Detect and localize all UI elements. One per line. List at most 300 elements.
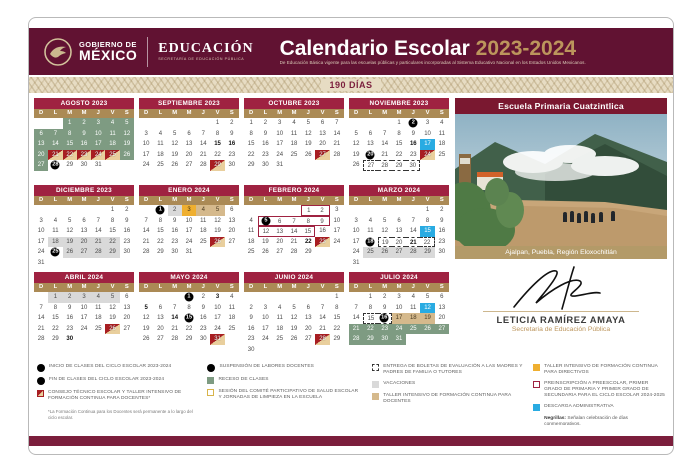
day-cell: 10	[276, 130, 284, 137]
day-cell: 8	[110, 217, 115, 224]
weekday-row: D L M M J V S	[349, 196, 449, 205]
signature-icon	[496, 265, 626, 311]
empty-cell	[363, 205, 377, 216]
days-grid	[139, 205, 239, 258]
empty-cell	[168, 292, 182, 303]
empty-cell	[48, 118, 62, 129]
empty-cell	[349, 292, 363, 303]
day-cell: 1	[368, 294, 373, 300]
square-outline-gold-icon	[207, 389, 214, 396]
legend-item	[533, 404, 665, 411]
day-cell: 19	[352, 151, 360, 158]
day-cell: 18	[228, 315, 236, 321]
day-cell: 8	[425, 217, 430, 224]
empty-cell	[196, 118, 210, 129]
day-cell: 11	[228, 304, 235, 311]
day-cell: 27	[435, 324, 449, 335]
day-cell: 5	[120, 118, 134, 129]
cte-icon	[37, 390, 44, 397]
square-dashed-icon	[372, 364, 379, 371]
legend-item	[207, 364, 362, 372]
days-count-label: 190 DÍAS	[321, 79, 380, 91]
day-cell: 19	[214, 228, 221, 234]
month-septiembre-2023	[139, 98, 239, 182]
month-title: JUNIO 2024	[244, 272, 344, 283]
day-cell: 16	[123, 228, 131, 234]
day-cell: 21	[171, 325, 179, 332]
suspension-day-marker: 20	[367, 151, 374, 158]
suspension-day-marker: 28	[52, 161, 59, 168]
day-cell: 24	[276, 151, 284, 158]
day-cell: 11	[105, 129, 119, 140]
month-title: ENERO 2024	[139, 185, 239, 196]
day-cell: 23	[77, 150, 91, 161]
day-cell: 14	[199, 141, 207, 147]
weekday-row: D L M M J V S	[34, 283, 134, 292]
day-cell: 27	[123, 325, 131, 332]
day-cell: 9	[68, 304, 72, 311]
day-cell: 25	[228, 325, 236, 332]
legend-label: ENTREGA DE BOLETAS DE EVALUACIÓN A LAS MADRES Y PADRES DE FAMILIA O TUTORES	[383, 364, 523, 375]
day-cell: 18	[157, 151, 164, 158]
legend-item	[533, 364, 665, 376]
day-cell: 29	[210, 160, 224, 171]
day-cell: 20	[123, 315, 131, 321]
day-cell: 21	[349, 324, 363, 335]
day-cell: 14	[319, 315, 326, 321]
day-cell: 6	[82, 217, 86, 224]
day-cell: 19	[420, 313, 434, 324]
poster-subtitle: De Educación Básica vigente para las escuelas públicas y particulares incorporadas al Sistema Educativo Nacional en los Estados Unidos Mexicanos.	[279, 59, 586, 65]
days-grid	[244, 292, 344, 355]
day-cell: 21	[406, 237, 420, 248]
day-cell: 12	[304, 130, 312, 137]
empty-cell	[258, 205, 272, 216]
day-cell: 11	[248, 228, 255, 234]
day-cell: 2	[230, 120, 234, 126]
empty-cell	[91, 205, 105, 216]
day-cell: 29	[185, 336, 193, 342]
day-cell: 24	[185, 238, 193, 245]
suspension-day-marker: 25	[52, 248, 59, 255]
day-cell: 25	[363, 247, 377, 258]
day-cell: 24	[37, 249, 45, 255]
day-cell	[48, 247, 62, 258]
empty-cell	[48, 205, 62, 216]
legend	[29, 356, 673, 432]
day-cell: 27	[392, 247, 406, 258]
day-cell: 3	[263, 304, 268, 311]
day-cell: 14	[142, 228, 150, 234]
day-cell: 11	[276, 315, 283, 321]
day-cell: 4	[196, 205, 210, 216]
day-cell	[182, 292, 196, 303]
day-cell: 23	[247, 336, 255, 342]
day-cell: 8	[215, 130, 220, 137]
empty-cell	[273, 205, 287, 216]
empty-cell	[273, 292, 287, 303]
day-cell: 13	[123, 304, 131, 311]
day-cell: 11	[438, 130, 445, 137]
days-grid	[34, 118, 134, 171]
day-cell: 17	[420, 139, 434, 150]
day-cell: 23	[409, 151, 417, 158]
square-yellow-icon	[533, 364, 540, 371]
day-cell: 6	[187, 130, 191, 137]
day-cell: 13	[319, 130, 326, 137]
day-cell: 22	[157, 238, 164, 245]
day-cell: 8	[301, 216, 315, 227]
month-agosto-2023	[34, 98, 134, 182]
day-cell: 6	[230, 207, 234, 213]
empty-cell	[168, 118, 182, 129]
day-cell: 4	[105, 118, 119, 129]
day-cell: 7	[287, 216, 301, 227]
day-cell: 6	[158, 304, 163, 311]
legend-item	[37, 377, 197, 385]
day-cell: 11	[410, 304, 417, 311]
day-cell: 29	[333, 336, 341, 342]
day-cell: 3	[278, 120, 282, 126]
day-cell: 10	[333, 217, 341, 224]
day-cell: 31	[185, 249, 193, 255]
day-cell: 10	[91, 129, 105, 140]
day-cell: 20	[276, 238, 284, 245]
day-cell: 29	[392, 160, 406, 171]
day-cell: 28	[91, 247, 105, 258]
day-cell: 22	[52, 325, 59, 332]
legend-column-4	[533, 364, 665, 432]
day-cell: 22	[333, 325, 341, 332]
day-cell: 19	[304, 141, 312, 147]
day-cell: 22	[214, 151, 221, 158]
day-cell: 12	[171, 141, 179, 147]
day-cell: 10	[37, 228, 45, 234]
day-cell: 10	[142, 141, 150, 147]
day-cell: 14	[409, 228, 417, 234]
day-cell: 23	[228, 151, 236, 158]
day-cell: 1	[397, 120, 401, 126]
school-location: Ajalpan, Puebla, Región Eloxochitlán	[455, 246, 667, 259]
day-cell: 8	[397, 130, 401, 137]
day-cell: 8	[53, 304, 58, 311]
day-cell: 4	[440, 120, 444, 126]
day-cell: 11	[290, 130, 298, 137]
day-cell: 27	[185, 162, 193, 168]
month-julio-2024	[349, 272, 449, 356]
empty-cell	[34, 292, 48, 303]
month-title: MAYO 2024	[139, 272, 239, 283]
day-cell: 12	[109, 304, 116, 311]
day-cell: 3	[182, 205, 196, 216]
day-cell: 6	[306, 304, 310, 311]
square-gray-icon	[372, 381, 379, 388]
day-cell: 25	[199, 238, 207, 245]
day-cell: 9	[125, 217, 129, 224]
day-cell: 23	[123, 238, 131, 245]
legend-column-1	[37, 364, 197, 432]
day-cell: 22	[247, 151, 255, 158]
days-grid	[349, 118, 449, 171]
day-cell: 28	[378, 160, 392, 171]
legend-label: TALLER INTENSIVO DE FORMACIÓN CONTINUA PARA DOCENTES	[383, 392, 512, 404]
day-cell: 12	[66, 228, 74, 234]
day-cell: 9	[249, 315, 253, 321]
day-cell: 20	[438, 315, 446, 321]
empty-cell	[406, 205, 420, 216]
day-cell: 2	[440, 207, 444, 213]
day-cell: 1	[425, 207, 430, 213]
day-cell: 9	[77, 129, 91, 140]
empty-cell	[139, 205, 153, 216]
day-cell: 19	[120, 139, 134, 150]
day-cell: 16	[319, 228, 326, 234]
day-cell	[48, 160, 62, 171]
empty-cell	[392, 205, 406, 216]
day-cell: 18	[48, 237, 62, 248]
day-cell: 21	[333, 141, 341, 147]
day-cell: 10	[424, 130, 431, 137]
day-cell: 10	[214, 304, 221, 311]
eagle-emblem-icon	[43, 37, 73, 67]
day-cell: 7	[96, 217, 100, 224]
day-cell: 3	[425, 120, 430, 126]
day-cell: 18	[276, 325, 284, 332]
suspension-day-marker: 18	[367, 238, 374, 245]
day-cell: 2	[249, 304, 253, 311]
day-cell: 29	[247, 162, 255, 168]
day-cell: 23	[262, 151, 269, 158]
bottom-accent-bar	[29, 436, 673, 446]
day-cell: 7	[48, 129, 62, 140]
day-cell: 13	[395, 228, 403, 234]
day-cell: 16	[66, 315, 74, 321]
day-cell: 24	[80, 325, 88, 332]
day-cell: 21	[37, 325, 45, 332]
school-cycle: 2023-2024	[475, 36, 577, 60]
legend-column-3	[372, 364, 523, 432]
empty-cell	[34, 205, 48, 216]
day-cell: 1	[110, 207, 115, 213]
signature-block	[455, 265, 667, 333]
day-cell: 14	[287, 226, 301, 237]
day-cell: 26	[120, 150, 134, 161]
day-cell: 5	[292, 304, 296, 311]
day-cell: 21	[48, 150, 62, 161]
day-cell: 21	[319, 325, 326, 332]
day-cell	[182, 313, 196, 324]
weekday-row: D L M M J V S	[244, 283, 344, 292]
day-cell: 15	[395, 141, 403, 147]
day-cell: 7	[383, 130, 387, 137]
day-cell: 9	[315, 216, 329, 227]
day-cell: 20	[77, 237, 91, 248]
day-cell: 19	[109, 315, 116, 321]
day-cell: 15	[420, 226, 434, 237]
day-cell: 30	[199, 336, 207, 342]
day-cell: 21	[381, 151, 389, 158]
month-febrero-2024	[244, 185, 344, 269]
day-cell: 15	[109, 228, 116, 234]
day-cell: 18	[406, 313, 420, 324]
suspension-day-marker: 2	[409, 119, 418, 128]
day-cell: 16	[228, 141, 236, 147]
signature-rule	[483, 311, 639, 312]
day-cell: 19	[171, 151, 179, 158]
poster-card	[28, 17, 674, 455]
day-cell: 5	[105, 292, 119, 303]
day-cell: 4	[278, 304, 282, 311]
day-cell: 17	[142, 151, 150, 158]
day-cell: 31	[94, 162, 102, 168]
day-cell: 15	[52, 315, 59, 321]
secretaria-subtitle: SECRETARÍA DE EDUCACIÓN PÚBLICA	[158, 56, 245, 61]
day-cell: 24	[262, 336, 269, 342]
day-cell: 17	[262, 325, 269, 332]
day-cell: 26	[210, 237, 224, 248]
weekday-row: D L M M J V S	[349, 109, 449, 118]
day-cell	[258, 216, 272, 227]
day-cell: 28	[199, 162, 207, 168]
days-grid	[34, 292, 134, 345]
day-cell: 26	[262, 249, 269, 255]
day-cell: 6	[368, 130, 373, 137]
legend-item	[207, 377, 362, 384]
day-cell: 12	[290, 315, 298, 321]
legend-label: INICIO DE CLASES DEL CICLO ESCOLAR 2023-2024	[49, 364, 172, 369]
square-blue-icon	[533, 404, 540, 411]
square-tan-icon	[372, 393, 379, 400]
day-cell: 11	[367, 228, 374, 234]
empty-cell	[63, 205, 77, 216]
empty-cell	[153, 292, 167, 303]
day-cell: 14	[37, 315, 45, 321]
empty-cell	[349, 118, 363, 129]
day-cell: 11	[157, 141, 164, 147]
day-cell: 28	[142, 249, 150, 255]
day-cell: 3	[39, 217, 43, 224]
day-cell: 9	[411, 130, 415, 137]
square-green-icon	[207, 377, 214, 384]
day-cell: 3	[397, 294, 401, 300]
day-cell: 23	[378, 324, 392, 335]
day-cell: 23	[438, 238, 446, 245]
day-cell: 17	[91, 139, 105, 150]
bold-days-note: Negrillas: Señalan celebración de días conmemorativos.	[544, 415, 628, 428]
day-cell: 4	[230, 294, 234, 300]
day-cell: 27	[228, 238, 236, 245]
month-mayo-2024	[139, 272, 239, 356]
days-grid	[139, 292, 239, 345]
day-cell: 30	[80, 162, 88, 168]
day-cell: 3	[354, 217, 358, 224]
day-cell: 31	[276, 162, 284, 168]
legend-label: DESCARGA ADMINISTRATIVA	[544, 403, 614, 409]
legend-label: SESIÓN DEL COMITÉ PARTICIPATIVO DE SALUD ESCOLAR Y JORNADAS DE LIMPIEZA EN LA ESCUELA	[218, 389, 359, 400]
secretary-role: Secretaria de Educación Pública	[511, 326, 611, 333]
month-diciembre-2023	[34, 185, 134, 269]
empty-cell	[77, 205, 91, 216]
day-cell: 18	[290, 141, 298, 147]
day-cell: 22	[63, 150, 77, 161]
day-cell: 16	[199, 315, 207, 321]
empty-cell	[315, 292, 329, 303]
days-grid	[34, 205, 134, 268]
day-cell: 7	[354, 304, 358, 311]
day-cell: 22	[185, 325, 193, 332]
day-cell: 10	[80, 304, 88, 311]
month-enero-2024	[139, 185, 239, 269]
day-cell: 5	[425, 294, 430, 300]
day-cell: 7	[39, 304, 43, 311]
secretary-name: LETICIA RAMÍREZ AMAYA	[496, 314, 626, 325]
day-cell: 17	[37, 238, 45, 245]
suspension-day-marker: 1	[156, 206, 165, 215]
day-cell: 22	[363, 324, 377, 335]
month-title: DICIEMBRE 2023	[34, 185, 134, 196]
day-cell: 10	[352, 228, 360, 234]
circle-black-icon	[207, 364, 215, 372]
day-cell: 28	[333, 151, 341, 158]
day-cell: 17	[392, 313, 406, 324]
month-title: MARZO 2024	[349, 185, 449, 196]
day-cell: 24	[91, 150, 105, 161]
empty-cell	[287, 292, 301, 303]
legend-label: TALLER INTENSIVO DE FORMACIÓN CONTINUA PARA DIRECTIVOS	[544, 364, 658, 375]
empty-cell	[363, 118, 377, 129]
day-cell	[406, 118, 420, 129]
day-cell: 16	[438, 228, 446, 234]
weekday-row: D L M M J V S	[244, 109, 344, 118]
weekday-row: D L M M J V S	[244, 196, 344, 205]
legend-item	[372, 393, 523, 405]
day-cell: 10	[185, 217, 193, 224]
empty-cell	[287, 205, 301, 216]
day-cell: 17	[80, 315, 88, 321]
day-cell: 31	[392, 334, 406, 345]
school-photo	[455, 114, 667, 246]
day-cell: 23	[66, 325, 74, 332]
day-cell: 14	[48, 139, 62, 150]
legend-label: CONSEJO TÉCNICO ESCOLAR Y TALLER INTENSIVO DE FORMACIÓN CONTINUA PARA DOCENTES*	[48, 390, 182, 401]
day-cell: 4	[249, 217, 253, 224]
day-cell: 6	[320, 120, 325, 126]
day-cell: 13	[228, 217, 236, 224]
day-cell: 4	[292, 120, 296, 126]
day-cell: 12	[258, 226, 272, 237]
header-bar	[29, 28, 673, 75]
legend-label: VACACIONES	[383, 380, 416, 386]
day-cell: 5	[68, 217, 72, 224]
day-cell: 31	[37, 259, 45, 266]
day-cell: 26	[171, 162, 179, 168]
month-marzo-2024	[349, 185, 449, 269]
day-cell: 6	[397, 217, 401, 224]
day-cell: 6	[440, 294, 444, 300]
day-cell: 11	[95, 304, 102, 311]
day-cell: 31	[210, 334, 224, 345]
day-cell: 28	[290, 249, 298, 255]
empty-cell	[182, 118, 196, 129]
day-cell: 11	[52, 228, 59, 234]
day-cell: 19	[262, 238, 269, 245]
day-cell	[363, 150, 377, 161]
day-cell: 8	[158, 217, 163, 224]
day-cell: 12	[214, 217, 221, 224]
day-cell: 12	[381, 228, 389, 234]
day-cell: 2	[263, 120, 268, 126]
day-cell: 15	[247, 141, 255, 147]
